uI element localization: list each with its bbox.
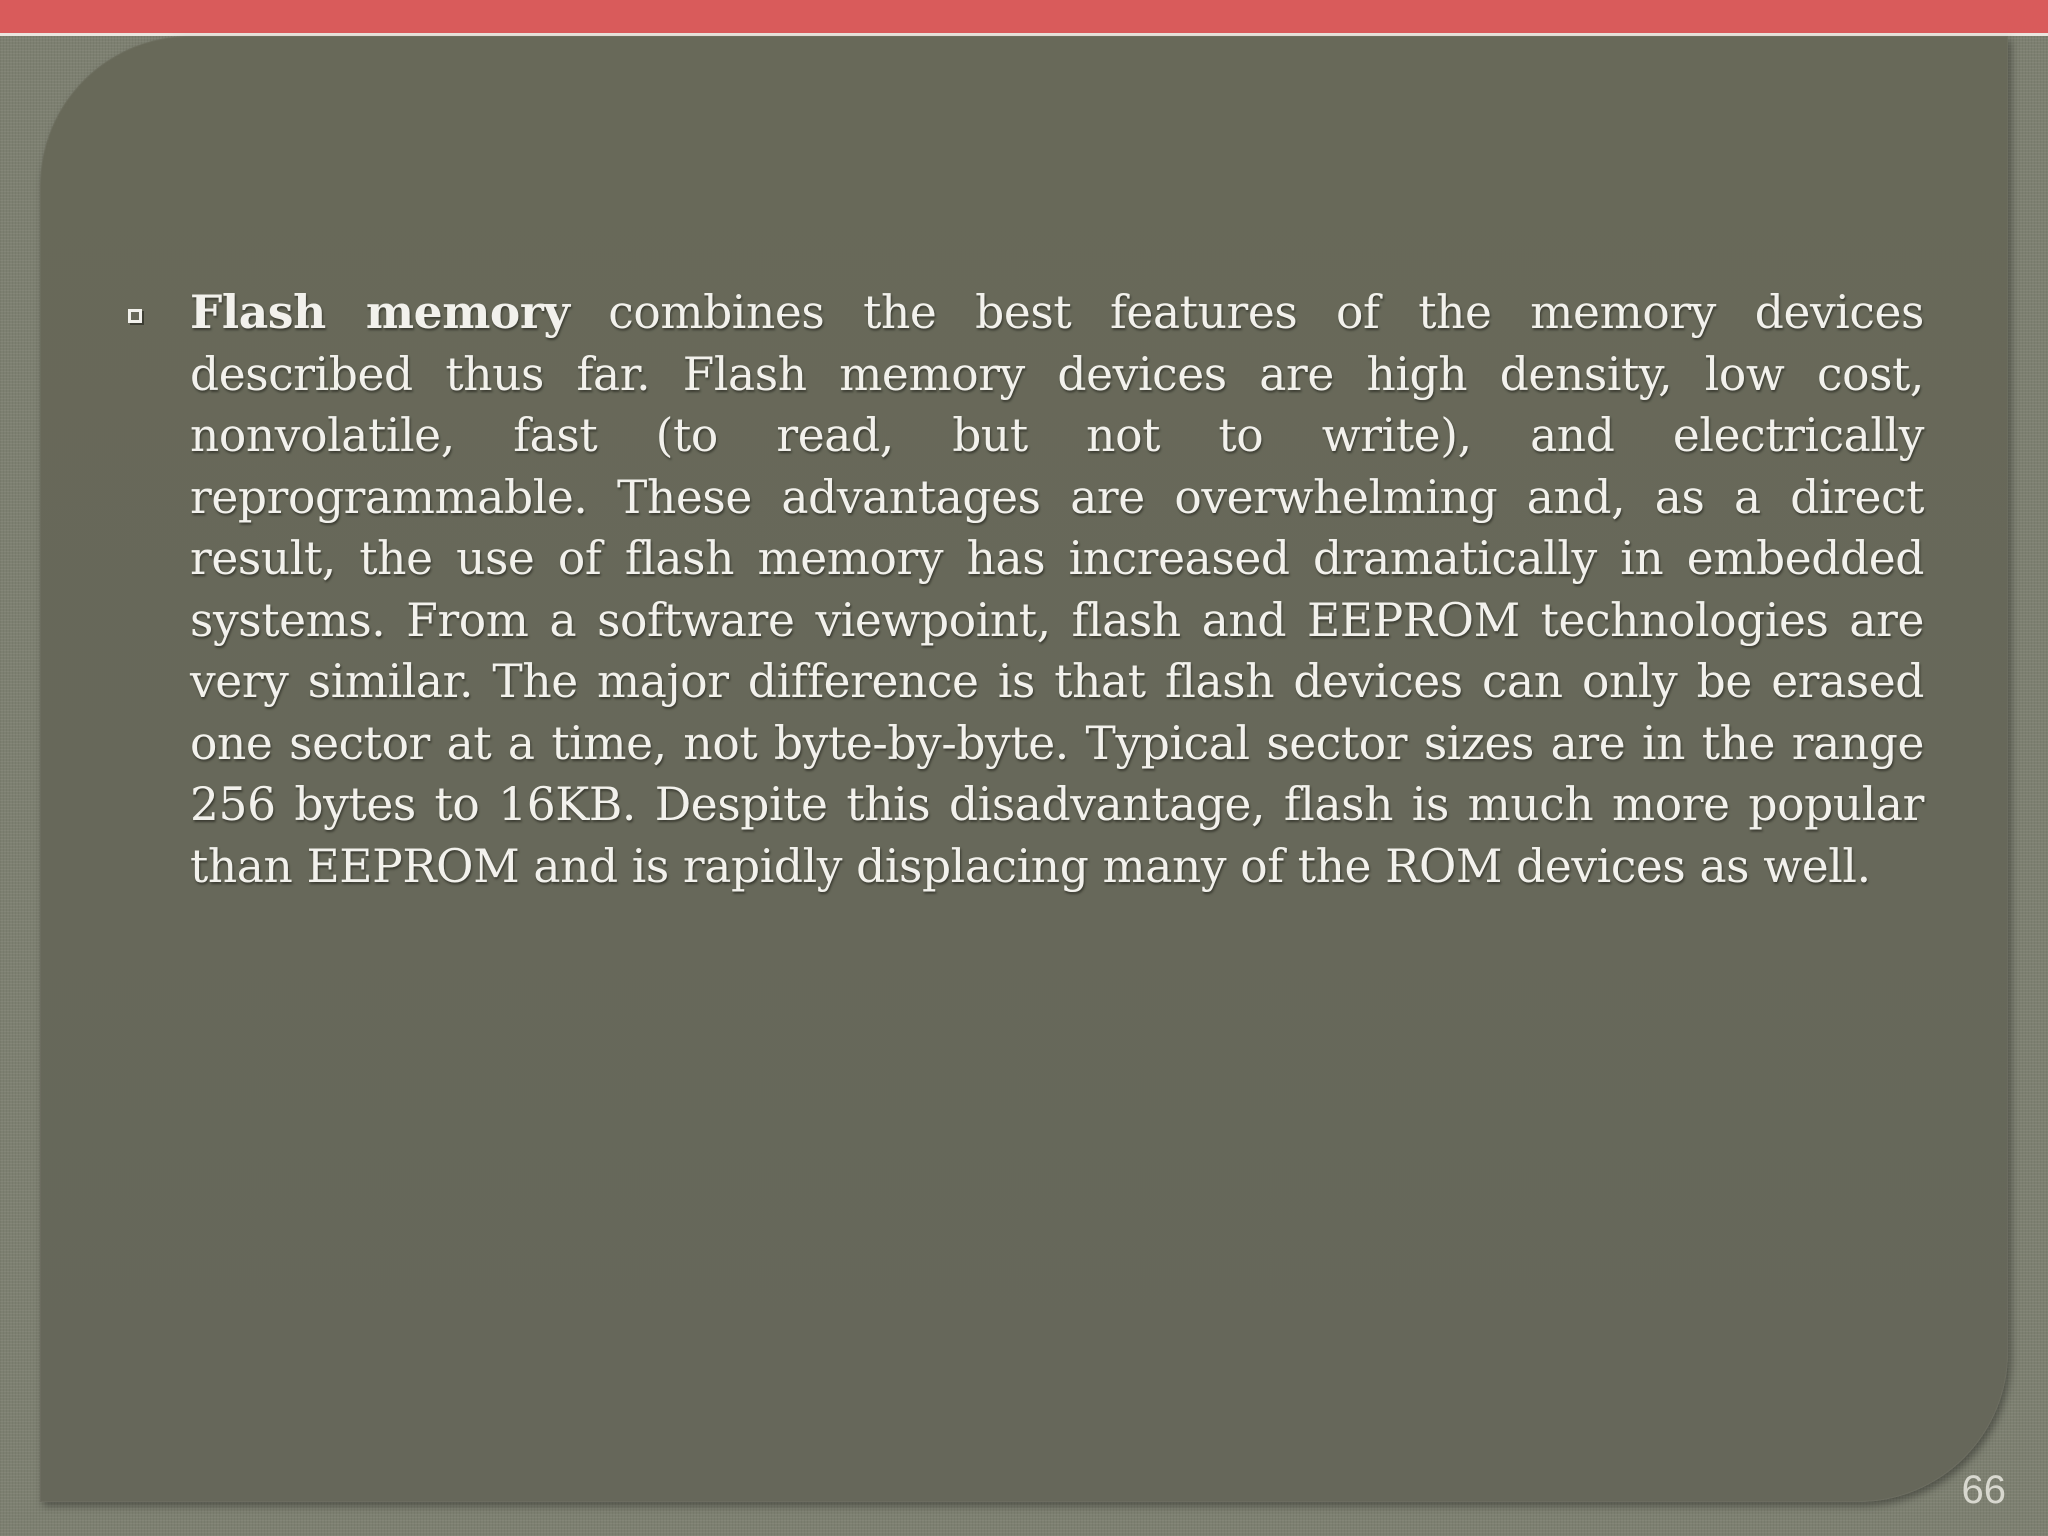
square-bullet-icon [128, 309, 142, 323]
bullet-item [122, 282, 1924, 897]
slide-body [122, 282, 1924, 897]
bullet-paragraph [190, 282, 1924, 897]
bullet-term: Flash memory [190, 285, 570, 339]
top-accent-bar [0, 0, 2048, 33]
bullet-body-text: combines the best features of the memory devices described thus far. Flash memory devices are high density, low cost, nonvolatile, fast (to read, but not to write), and electrically reprogrammable. These advantages are overwhelming and, as a direct result, the use of flash memory has increased dramatically in embedded systems. From a software viewpoint, flash and EEPROM technologies are very similar. The major difference is that flash devices can only be erased one sector at a time, not byte-by-byte. Typical sector sizes are in the range 256 bytes to 16KB. Despite this disadvantage, flash is much more popular than EEPROM and is rapidly displacing many of the ROM devices as well. [190, 286, 1924, 893]
slide-number: 66 [1961, 1468, 2006, 1512]
